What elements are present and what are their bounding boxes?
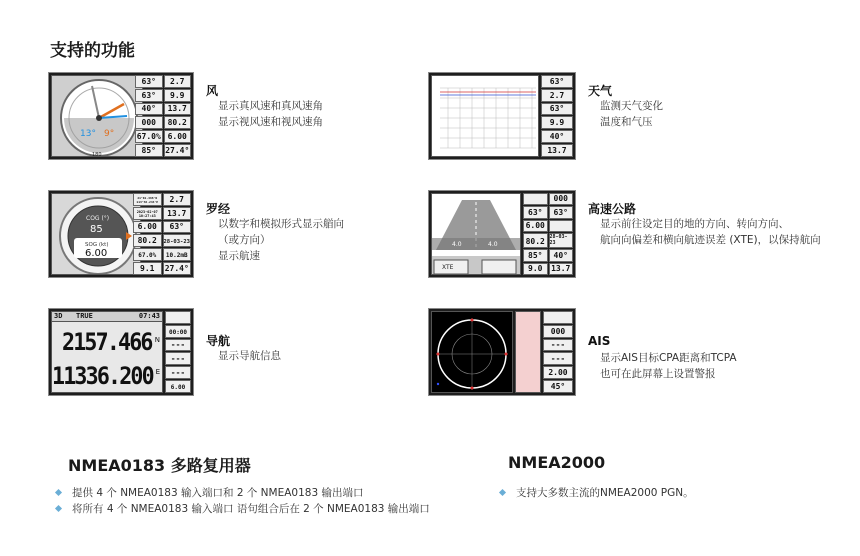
data-cell: 6.00 [164, 130, 192, 143]
data-cell: 63° [541, 75, 573, 88]
data-cell: 40° [549, 249, 574, 261]
nav-clock: 07:43 [138, 312, 160, 320]
data-cell: 45° [543, 380, 573, 393]
data-cell: 63° [541, 103, 573, 116]
feature-desc-weather [600, 98, 663, 130]
data-cell: 63° [135, 89, 163, 102]
desc-line: 监测天气变化 [600, 100, 663, 112]
data-cell [549, 220, 574, 232]
data-cell: 2.7 [163, 193, 192, 206]
data-cell: 000 [549, 193, 574, 205]
desc-line: 以数字和模拟形式显示艏向 [218, 218, 344, 230]
desc-line: 显示航速 [218, 250, 260, 262]
data-cell: 13.7 [163, 207, 192, 220]
xte-left: 4.0 [452, 241, 462, 248]
highway-view [432, 194, 520, 275]
data-cell: 9.0 [523, 263, 548, 275]
nav-mode: 3D [54, 312, 63, 320]
data-cell: 80.2 [523, 233, 548, 248]
navigation-data-panel [165, 311, 191, 393]
section-title-nmea2000: NMEA2000 [508, 453, 606, 472]
data-cell: 28-03-23 [163, 234, 192, 247]
data-cell: 9.1 [133, 262, 162, 275]
cog-value: 85 [90, 224, 103, 235]
data-cell: 67.0% [133, 248, 162, 261]
compass-gauge [52, 194, 141, 275]
compass-screenshot [48, 190, 194, 278]
page-title: 支持的功能 [50, 41, 135, 61]
section-title-nmea0183: NMEA0183 多路复用器 [68, 456, 251, 475]
feature-title-highway: 高速公路 [588, 202, 637, 216]
data-cell: 9.9 [164, 89, 192, 102]
wind-gauge-bottom: 180 [92, 152, 102, 157]
data-cell: 13.7 [549, 263, 574, 275]
data-cell: 67.0% [136, 132, 161, 142]
xte-right: 4.0 [488, 241, 498, 248]
desc-line: 显示AIS目标CPA距离和TCPA [600, 352, 737, 364]
feature-desc-navigation [218, 348, 281, 364]
data-cell: 2.00 [543, 366, 573, 379]
data-cell: 80.2 [133, 234, 162, 247]
data-cell: 2.7 [541, 89, 573, 102]
nav-status-bar [52, 312, 162, 322]
data-cell: 2023-02-07 10:27:43 [133, 207, 162, 220]
highway-screenshot [428, 190, 576, 278]
nav-lon: 11336.200 [52, 362, 153, 390]
ais-radar [432, 312, 512, 393]
highway-data-panel [523, 193, 573, 275]
navigation-screenshot [48, 308, 194, 396]
sog-value: 6.00 [85, 248, 108, 259]
feature-title-navigation: 导航 [206, 334, 231, 348]
feature-title-compass: 罗经 [206, 202, 231, 216]
desc-line: 也可在此屏幕上设置警报 [600, 368, 716, 380]
data-cell: 85° [523, 249, 548, 261]
feature-desc-wind [218, 98, 323, 130]
data-cell: --- [543, 352, 573, 365]
weather-graph [432, 76, 539, 157]
data-cell: --- [543, 339, 573, 352]
xte-button[interactable]: XTE [442, 264, 454, 271]
data-cell: 63° [549, 206, 574, 218]
feature-title-ais: AIS [588, 334, 611, 348]
bullet-list-nmea2000 [496, 485, 694, 501]
data-cell [523, 193, 548, 205]
wind-data-panel [135, 75, 191, 157]
data-cell: 6.00 [133, 221, 162, 234]
ais-data-panel [543, 311, 573, 393]
data-cell: 85° [135, 144, 163, 157]
list-item: 支持大多数主流的NMEA2000 PGN。 [496, 485, 694, 501]
weather-screenshot [428, 72, 576, 160]
data-cell: 9.9 [541, 116, 573, 129]
nav-true: TRUE [76, 312, 93, 320]
wind-gauge [52, 76, 143, 157]
data-cell: 63° [523, 206, 548, 218]
data-cell [543, 311, 573, 324]
data-cell: 6.00 [523, 220, 548, 232]
data-cell: 000 [543, 325, 573, 338]
desc-line: 显示视风速和视风速角 [218, 116, 323, 128]
data-cell: 6.00 [165, 380, 191, 393]
cog-label: COG (°) [86, 215, 110, 222]
data-cell: 63° [135, 75, 163, 88]
nav-lon-dir: E [155, 368, 160, 376]
ais-target-list [515, 311, 541, 393]
data-cell: 13.7 [541, 144, 573, 157]
feature-desc-ais [600, 350, 737, 382]
nav-lat: 2157.466 [62, 328, 152, 356]
data-cell: 80.2 [164, 116, 192, 129]
list-item: 提供 4 个 NMEA0183 输入端口和 2 个 NMEA0183 输出端口 [52, 485, 430, 501]
feature-desc-compass [218, 216, 344, 264]
desc-line: （或方向） [218, 234, 271, 246]
data-cell [165, 311, 191, 324]
wind-gauge-right: 9° [104, 129, 115, 139]
feature-title-wind: 风 [206, 84, 219, 98]
nav-lat-dir: N [154, 336, 160, 344]
data-cell: 2.7 [164, 75, 192, 88]
data-cell: --- [165, 339, 191, 352]
data-cell: 27.4° [165, 145, 190, 155]
desc-line: 显示导航信息 [218, 350, 281, 362]
desc-line: 显示前往设定目的地的方向、转向方向、 [600, 218, 789, 230]
feature-desc-highway [600, 216, 821, 248]
data-cell: 40° [541, 130, 573, 143]
weather-data-panel [541, 75, 573, 157]
data-cell: 40° [135, 103, 163, 116]
data-cell: 63° [163, 221, 192, 234]
desc-line: 温度和气压 [600, 116, 653, 128]
list-item: 将所有 4 个 NMEA0183 输入端口 语句组合后在 2 个 NMEA0183 输出端口 [52, 501, 430, 517]
data-cell: --- [165, 352, 191, 365]
data-cell: --- [165, 366, 191, 379]
data-cell: 000 [135, 116, 163, 129]
data-cell: 27.4° [163, 262, 192, 275]
desc-line: 显示真风速和真风速角 [218, 100, 323, 112]
feature-title-weather: 天气 [588, 84, 613, 98]
compass-data-panel [133, 193, 191, 275]
desc-line: 航向向偏差和横向航迹误差 (XTE)，以保持航向 [600, 234, 821, 246]
bullet-list-nmea0183 [52, 485, 430, 517]
sog-label: SOG (kt) [85, 242, 109, 248]
data-cell: 10.2mB [163, 248, 192, 261]
data-cell: 13.7 [164, 103, 192, 116]
data-cell: 00:00 [165, 325, 191, 338]
data-cell: 28-03-23 [549, 233, 574, 248]
ais-screenshot [428, 308, 576, 396]
wind-screenshot [48, 72, 194, 160]
wind-gauge-left: 13° [80, 129, 96, 139]
data-cell: 21°01.468'N 113°36.244'E [133, 193, 162, 206]
